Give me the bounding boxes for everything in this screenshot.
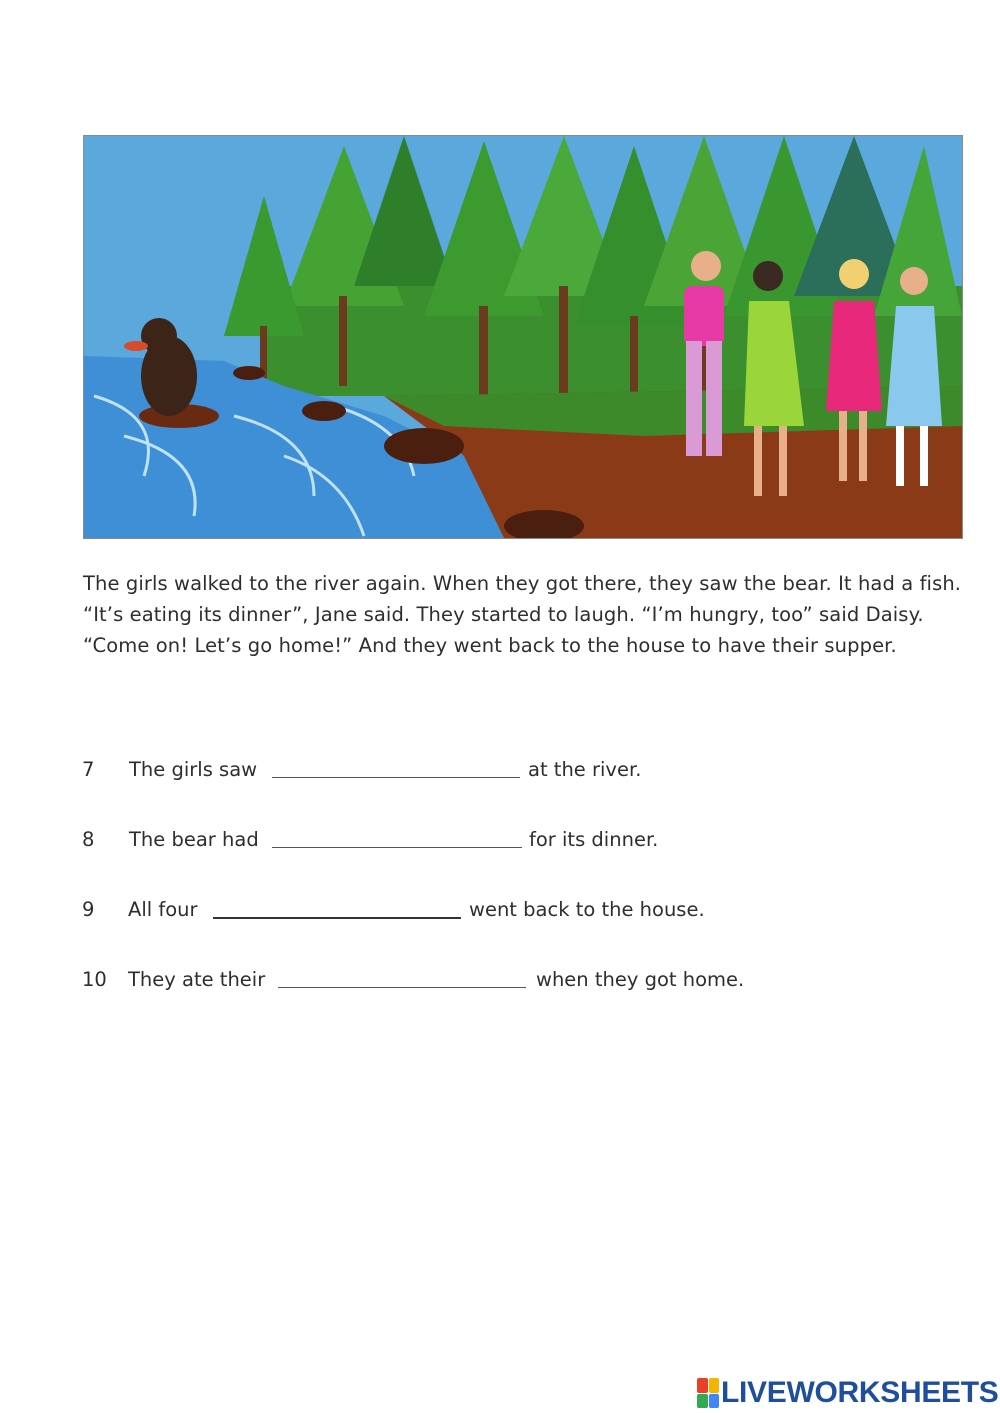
question-text-after: at the river.	[528, 758, 642, 781]
answer-blank-10[interactable]	[278, 987, 526, 988]
question-text-before: They ate their	[128, 968, 266, 991]
question-text-before: The bear had	[129, 828, 259, 851]
question-text-before: All four	[128, 898, 198, 921]
rock	[384, 428, 464, 464]
question-text-before: The girls saw	[129, 758, 258, 781]
answer-blank-8[interactable]	[272, 847, 522, 848]
question-number: 7	[82, 758, 95, 781]
question-text-after: went back to the house.	[469, 898, 705, 921]
answer-blank-9[interactable]	[213, 917, 461, 919]
forest-river-scene	[84, 136, 962, 538]
liveworksheets-logo[interactable]	[697, 1375, 999, 1411]
answer-blank-7[interactable]	[272, 777, 520, 778]
question-number: 8	[82, 828, 95, 851]
question-text-after: for its dinner.	[529, 828, 659, 851]
question-number: 9	[82, 898, 95, 921]
logo-mark-icon	[697, 1378, 719, 1408]
story-illustration	[83, 135, 963, 539]
story-paragraph: The girls walked to the river again. When they got there, they saw the bear. It had a fish. “It’s eating its dinner”, Jane said. They started to laugh. “I’m hungry, too” said Daisy. “Come on! Let’s go home!” And they went back to the house to have their supper.	[83, 572, 962, 657]
rock	[302, 401, 346, 421]
question-number: 10	[82, 968, 107, 991]
logo-text: LIVEWORKSHEETS	[721, 1376, 999, 1409]
rock	[233, 366, 265, 380]
question-text-after: when they got home.	[536, 968, 745, 991]
